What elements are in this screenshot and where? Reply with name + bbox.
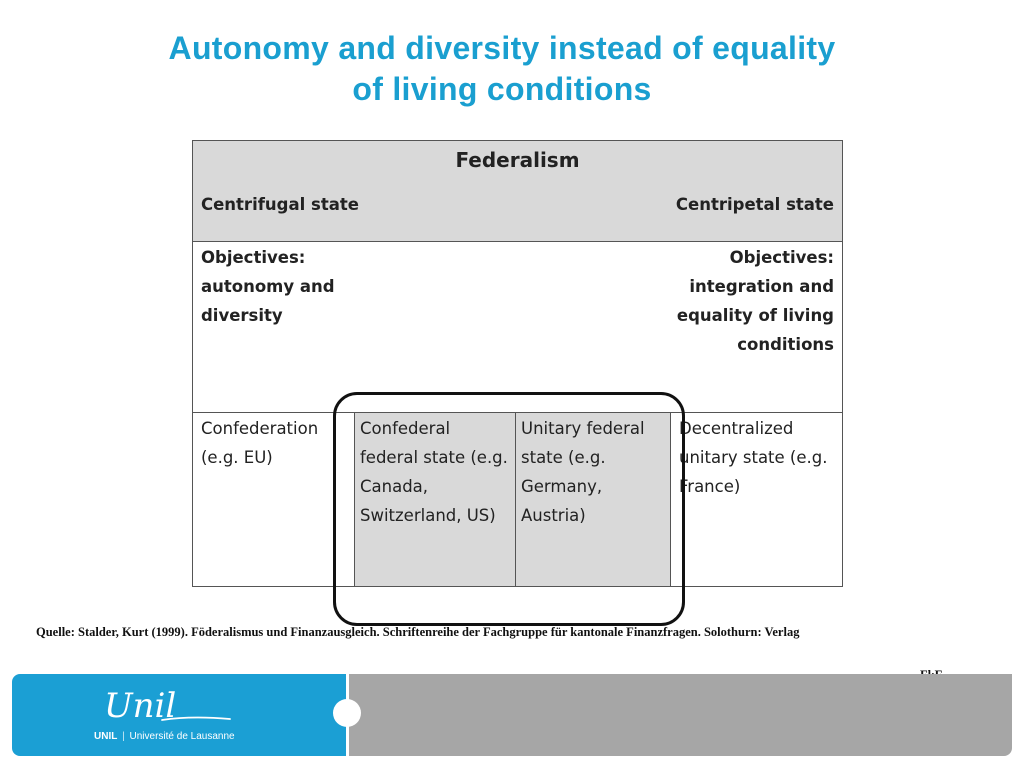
slide-title — [0, 28, 1004, 110]
centripetal-label: Centripetal state — [675, 195, 834, 214]
caption-unil: UNIL — [94, 731, 118, 742]
type-line: Austria) — [521, 506, 586, 525]
type-line: state (e.g. — [521, 448, 606, 467]
type-line: unitary state (e.g. — [679, 448, 828, 467]
right-objective-line: integration and — [689, 277, 834, 296]
caption-separator: | — [122, 731, 125, 742]
type-line: Unitary federal — [521, 419, 645, 438]
federalism-table — [192, 140, 843, 587]
right-objective-line: conditions — [737, 335, 834, 354]
unil-logo — [102, 684, 232, 728]
footer-circle-divider — [333, 699, 361, 727]
left-objective-line: diversity — [201, 306, 283, 325]
slide-title-line-1: Autonomy and diversity instead of equality — [168, 30, 836, 66]
slide-title-line-2: of living conditions — [352, 71, 652, 107]
type-line: federal state (e.g. — [360, 448, 508, 467]
type-line: Canada, — [360, 477, 429, 496]
right-objectives — [677, 243, 834, 359]
source-citation: Quelle: Stalder, Kurt (1999). Föderalismus und Finanzausgleich. Schriftenreihe der Fachgruppe für kantonale Finanzfragen. Solothurn: Verlag — [36, 625, 800, 639]
table-header — [193, 141, 843, 242]
unil-logo-wordmark: Unil — [104, 686, 177, 726]
caption-university: Université de Lausanne — [129, 731, 235, 742]
left-objective-line: Objectives: — [201, 248, 306, 267]
type-cell-confederal-federal — [355, 413, 516, 587]
centrifugal-label: Centrifugal state — [201, 195, 359, 214]
university-caption — [94, 731, 235, 742]
type-line: France) — [679, 477, 741, 496]
table-title: Federalism — [455, 148, 580, 172]
objectives-row — [193, 242, 843, 413]
type-line: Confederal — [360, 419, 451, 438]
type-line: Switzerland, US) — [360, 506, 496, 525]
right-objective-line: equality of living — [676, 306, 834, 325]
footer-gray-band — [349, 674, 1012, 756]
type-cell-unitary-federal — [516, 413, 671, 587]
left-objective-line: autonomy and — [201, 277, 335, 296]
type-line: Germany, — [521, 477, 603, 496]
type-line: Decentralized — [679, 419, 794, 438]
right-objective-line: Objectives: — [729, 248, 834, 267]
type-line: Confederation — [201, 419, 319, 438]
type-line: (e.g. EU) — [201, 448, 273, 467]
type-cell-confederation — [193, 413, 355, 587]
type-cell-decentralized-unitary — [671, 413, 843, 587]
left-objectives — [201, 243, 335, 330]
